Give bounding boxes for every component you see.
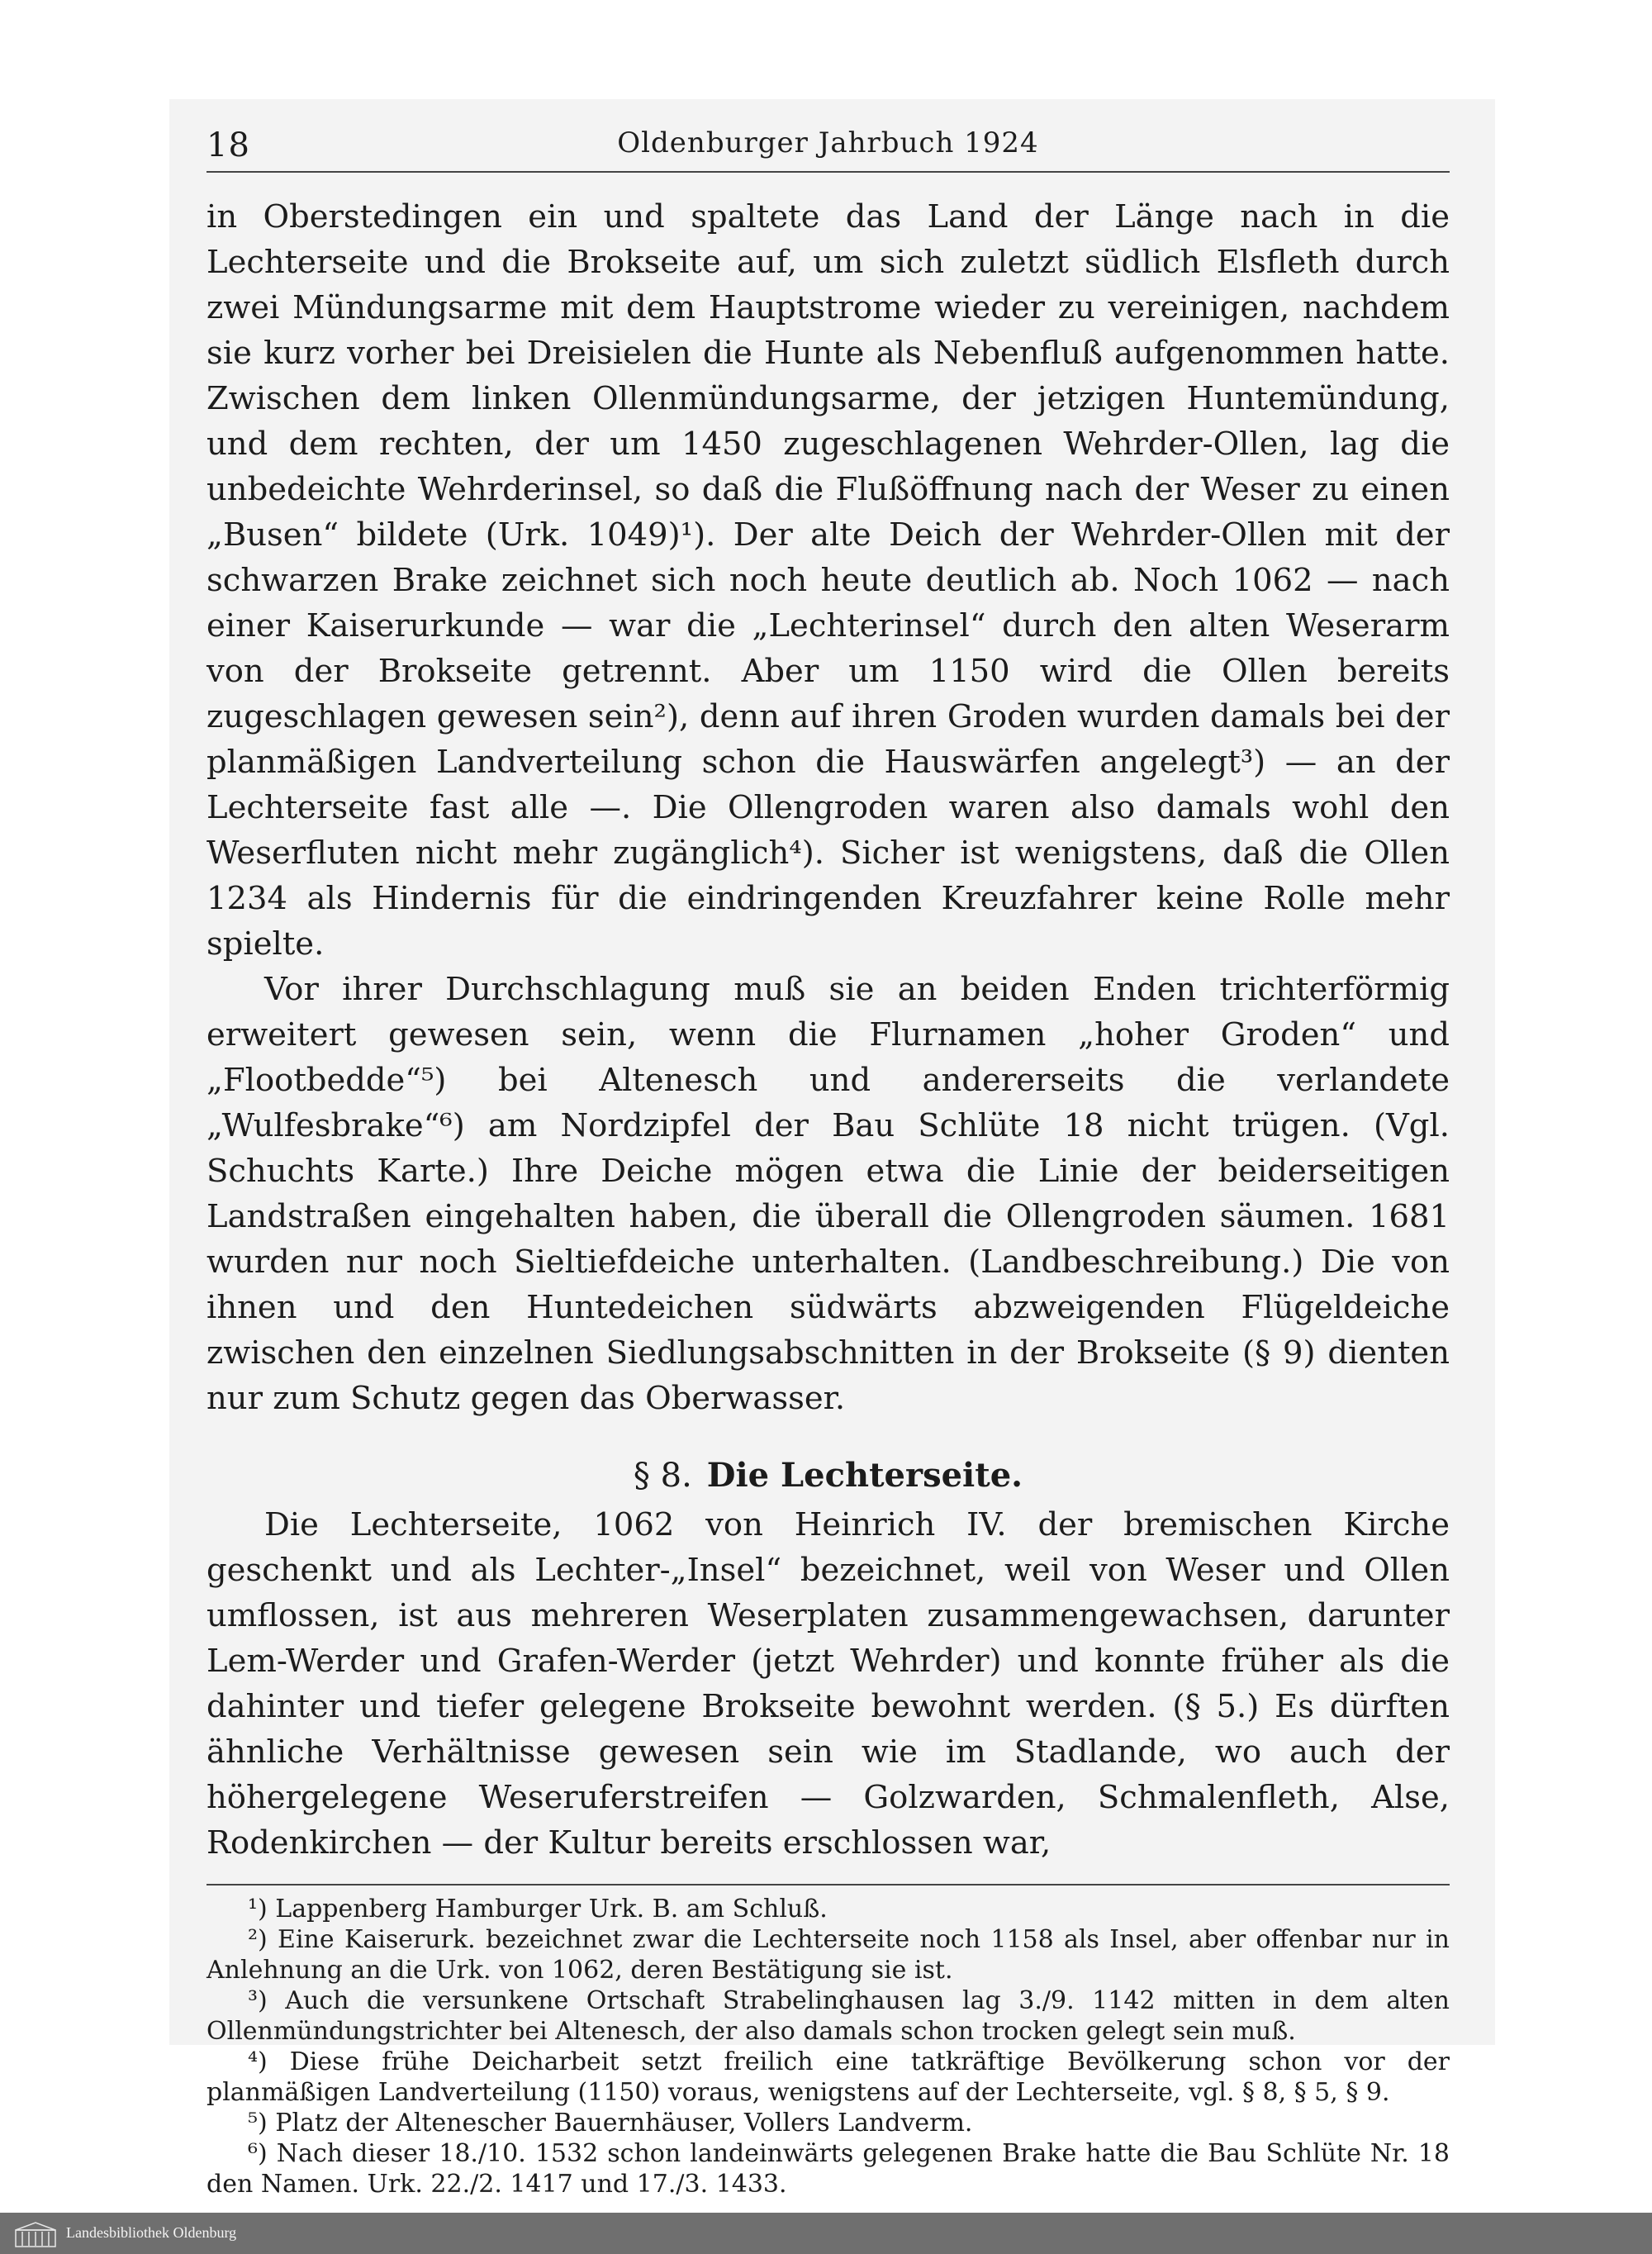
footnote: ³) Auch die versunkene Ortschaft Strabelinghausen lag 3./9. 1142 mitten in dem alten Ollenmündungstrichter bei Altenesch, der also damals schon trocken gelegt sein muß.	[206, 1986, 1450, 2046]
section-title: Die Lechterseite.	[706, 1456, 1023, 1495]
running-title: Oldenburger Jahrbuch 1924	[617, 126, 1039, 159]
library-building-icon	[15, 2221, 56, 2247]
footer-bar	[0, 2213, 1652, 2254]
header-rule	[206, 171, 1450, 173]
footnote: ⁶) Nach dieser 18./10. 1532 schon landeinwärts gelegenen Brake hatte die Bau Schlüte Nr. 18 den Namen. Urk. 22./2. 1417 und 17./3. 1433.	[206, 2139, 1450, 2199]
paragraph: in Oberstedingen ein und spaltete das Land der Länge nach in die Lechterseite und die Brokseite auf, um sich zuletzt südlich Elsfleth durch zwei Mündungsarme mit dem Hauptstrome wieder zu vereinigen, nachdem sie kurz vorher bei Dreisielen die Hunte als Nebenfluß aufgenommen hatte. Zwischen dem linken Ollenmündungsarme, der jetzigen Huntemündung, und dem rechten, der um 1450 zugeschlagenen Wehrder-Ollen, lag die unbedeichte Wehrderinsel, so daß die Flußöffnung nach der Weser zu einen „Busen“ bildete (Urk. 1049)¹). Der alte Deich der Wehrder-Ollen mit der schwarzen Brake zeichnet sich noch heute deutlich ab. Noch 1062 — nach einer Kaiserurkunde — war die „Lechterinsel“ durch den alten Weserarm von der Brokseite getrennt. Aber um 1150 wird die Ollen bereits zugeschlagen gewesen sein²), denn auf ihren Groden wurden damals bei der planmäßigen Landverteilung schon die Hauswärfen angelegt³) — an der Lechterseite fast alle —. Die Ollengroden waren also damals wohl den Weserfluten nicht mehr zugänglich⁴). Sicher ist wenigstens, daß die Ollen 1234 als Hindernis für die eindringenden Kreuzfahrer keine Rolle mehr spielte.	[206, 198, 1450, 963]
page-number: 18	[206, 126, 250, 164]
page-header	[206, 120, 1450, 169]
paragraph: Die Lechterseite, 1062 von Heinrich IV. der bremischen Kirche geschenkt und als Lechter-„Insel“ bezeichnet, weil von Weser und Ollen umflossen, ist aus mehreren Weserplaten zusammengewachsen, darunter Lem-Werder und Grafen-Werder (jetzt Wehrder) und konnte früher als die dahinter und tiefer gelegene Brokseite bewohnt werden. (§ 5.) Es dürften ähnliche Verhältnisse gewesen sein wie im Stadlande, wo auch der höhergelegene Weseruferstreifen — Golzwarden, Schmalenfleth, Alse, Rodenkirchen — der Kultur bereits erschlossen war,	[206, 1506, 1450, 1862]
library-name: Landesbibliothek Oldenburg	[66, 2224, 237, 2241]
body-text	[206, 194, 1450, 1866]
footnote: ²) Eine Kaiserurk. bezeichnet zwar die Lechterseite noch 1158 als Insel, aber offenbar nur in Anlehnung an die Urk. von 1062, deren Bestätigung sie ist.	[206, 1925, 1450, 1985]
paragraph: Vor ihrer Durchschlagung muß sie an beiden Enden trichterförmig erweitert gewesen sein, wenn die Flurnamen „hoher Groden“ und „Flootbedde“⁵) bei Altenesch und andererseits die verlandete „Wulfesbrake“⁶) am Nordzipfel der Bau Schlüte 18 nicht trügen. (Vgl. Schuchts Karte.) Ihre Deiche mögen etwa die Linie der beiderseitigen Landstraßen eingehalten haben, die überall die Ollengroden säumen. 1681 wurden nur noch Sieltiefdeiche unterhalten. (Landbeschreibung.) Die von ihnen und den Huntedeichen südwärts abzweigenden Flügeldeiche zwischen den einzelnen Siedlungsabschnitten in der Brokseite (§ 9) dienten nur zum Schutz gegen das Oberwasser.	[206, 971, 1450, 1417]
footnotes	[206, 1894, 1450, 2199]
document-page	[206, 120, 1450, 2199]
footnote: ⁵) Platz der Altenescher Bauernhäuser, Vollers Landverm.	[248, 2109, 973, 2137]
footnote: ⁴) Diese frühe Deicharbeit setzt freilich eine tatkräftige Bevölkerung schon vor der planmäßigen Landverteilung (1150) voraus, wenigstens auf der Lechterseite, vgl. § 8, § 5, § 9.	[206, 2047, 1450, 2107]
section-number: § 8.	[633, 1457, 692, 1495]
footnote: ¹) Lappenberg Hamburger Urk. B. am Schluß.	[248, 1895, 828, 1924]
section-heading	[206, 1453, 1450, 1499]
footnote-rule	[206, 1884, 1450, 1885]
